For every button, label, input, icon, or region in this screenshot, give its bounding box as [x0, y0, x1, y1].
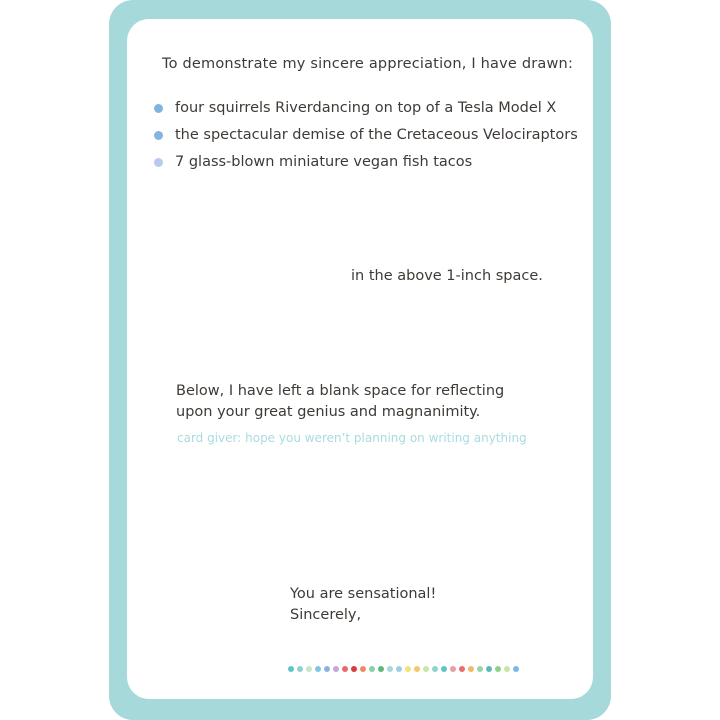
reflect-text: [176, 381, 504, 423]
decorative-dot-icon: [459, 666, 465, 672]
decorative-dot-row: [288, 666, 519, 672]
decorative-dot-icon: [513, 666, 519, 672]
list-item: [154, 125, 578, 152]
reflect-line-2: upon your great genius and magnanimity.: [176, 404, 481, 420]
list-item: [154, 98, 578, 125]
list-item-text: the spectacular demise of the Cretaceous Velociraptors: [175, 127, 578, 143]
decorative-dot-icon: [396, 666, 402, 672]
decorative-dot-icon: [495, 666, 501, 672]
intro-text: To demonstrate my sincere appreciation, I have drawn:: [162, 56, 574, 72]
list-item-text: four squirrels Riverdancing on top of a Tesla Model X: [175, 100, 557, 116]
giver-note: card giver: hope you weren’t planning on writing anything: [177, 431, 527, 445]
decorative-dot-icon: [288, 666, 294, 672]
drawings-list: [154, 98, 578, 179]
closing: [290, 584, 436, 626]
decorative-dot-icon: [306, 666, 312, 672]
reflect-line-1: Below, I have left a blank space for reflecting: [176, 383, 505, 399]
bullet-dot-icon: [154, 131, 163, 140]
list-item: [154, 152, 578, 179]
decorative-dot-icon: [378, 666, 384, 672]
decorative-dot-icon: [405, 666, 411, 672]
decorative-dot-icon: [423, 666, 429, 672]
closing-line-2: Sincerely,: [290, 607, 362, 623]
decorative-dot-icon: [351, 666, 357, 672]
decorative-dot-icon: [360, 666, 366, 672]
list-item-text: 7 glass-blown miniature vegan fish tacos: [175, 154, 473, 170]
decorative-dot-icon: [504, 666, 510, 672]
decorative-dot-icon: [324, 666, 330, 672]
decorative-dot-icon: [468, 666, 474, 672]
decorative-dot-icon: [342, 666, 348, 672]
decorative-dot-icon: [450, 666, 456, 672]
bullet-dot-icon: [154, 158, 163, 167]
decorative-dot-icon: [297, 666, 303, 672]
decorative-dot-icon: [387, 666, 393, 672]
bullet-dot-icon: [154, 104, 163, 113]
space-note: in the above 1-inch space.: [351, 268, 543, 284]
decorative-dot-icon: [432, 666, 438, 672]
decorative-dot-icon: [441, 666, 447, 672]
decorative-dot-icon: [414, 666, 420, 672]
decorative-dot-icon: [369, 666, 375, 672]
closing-line-1: You are sensational!: [290, 586, 437, 602]
decorative-dot-icon: [315, 666, 321, 672]
decorative-dot-icon: [486, 666, 492, 672]
decorative-dot-icon: [333, 666, 339, 672]
card: [127, 19, 593, 699]
decorative-dot-icon: [477, 666, 483, 672]
